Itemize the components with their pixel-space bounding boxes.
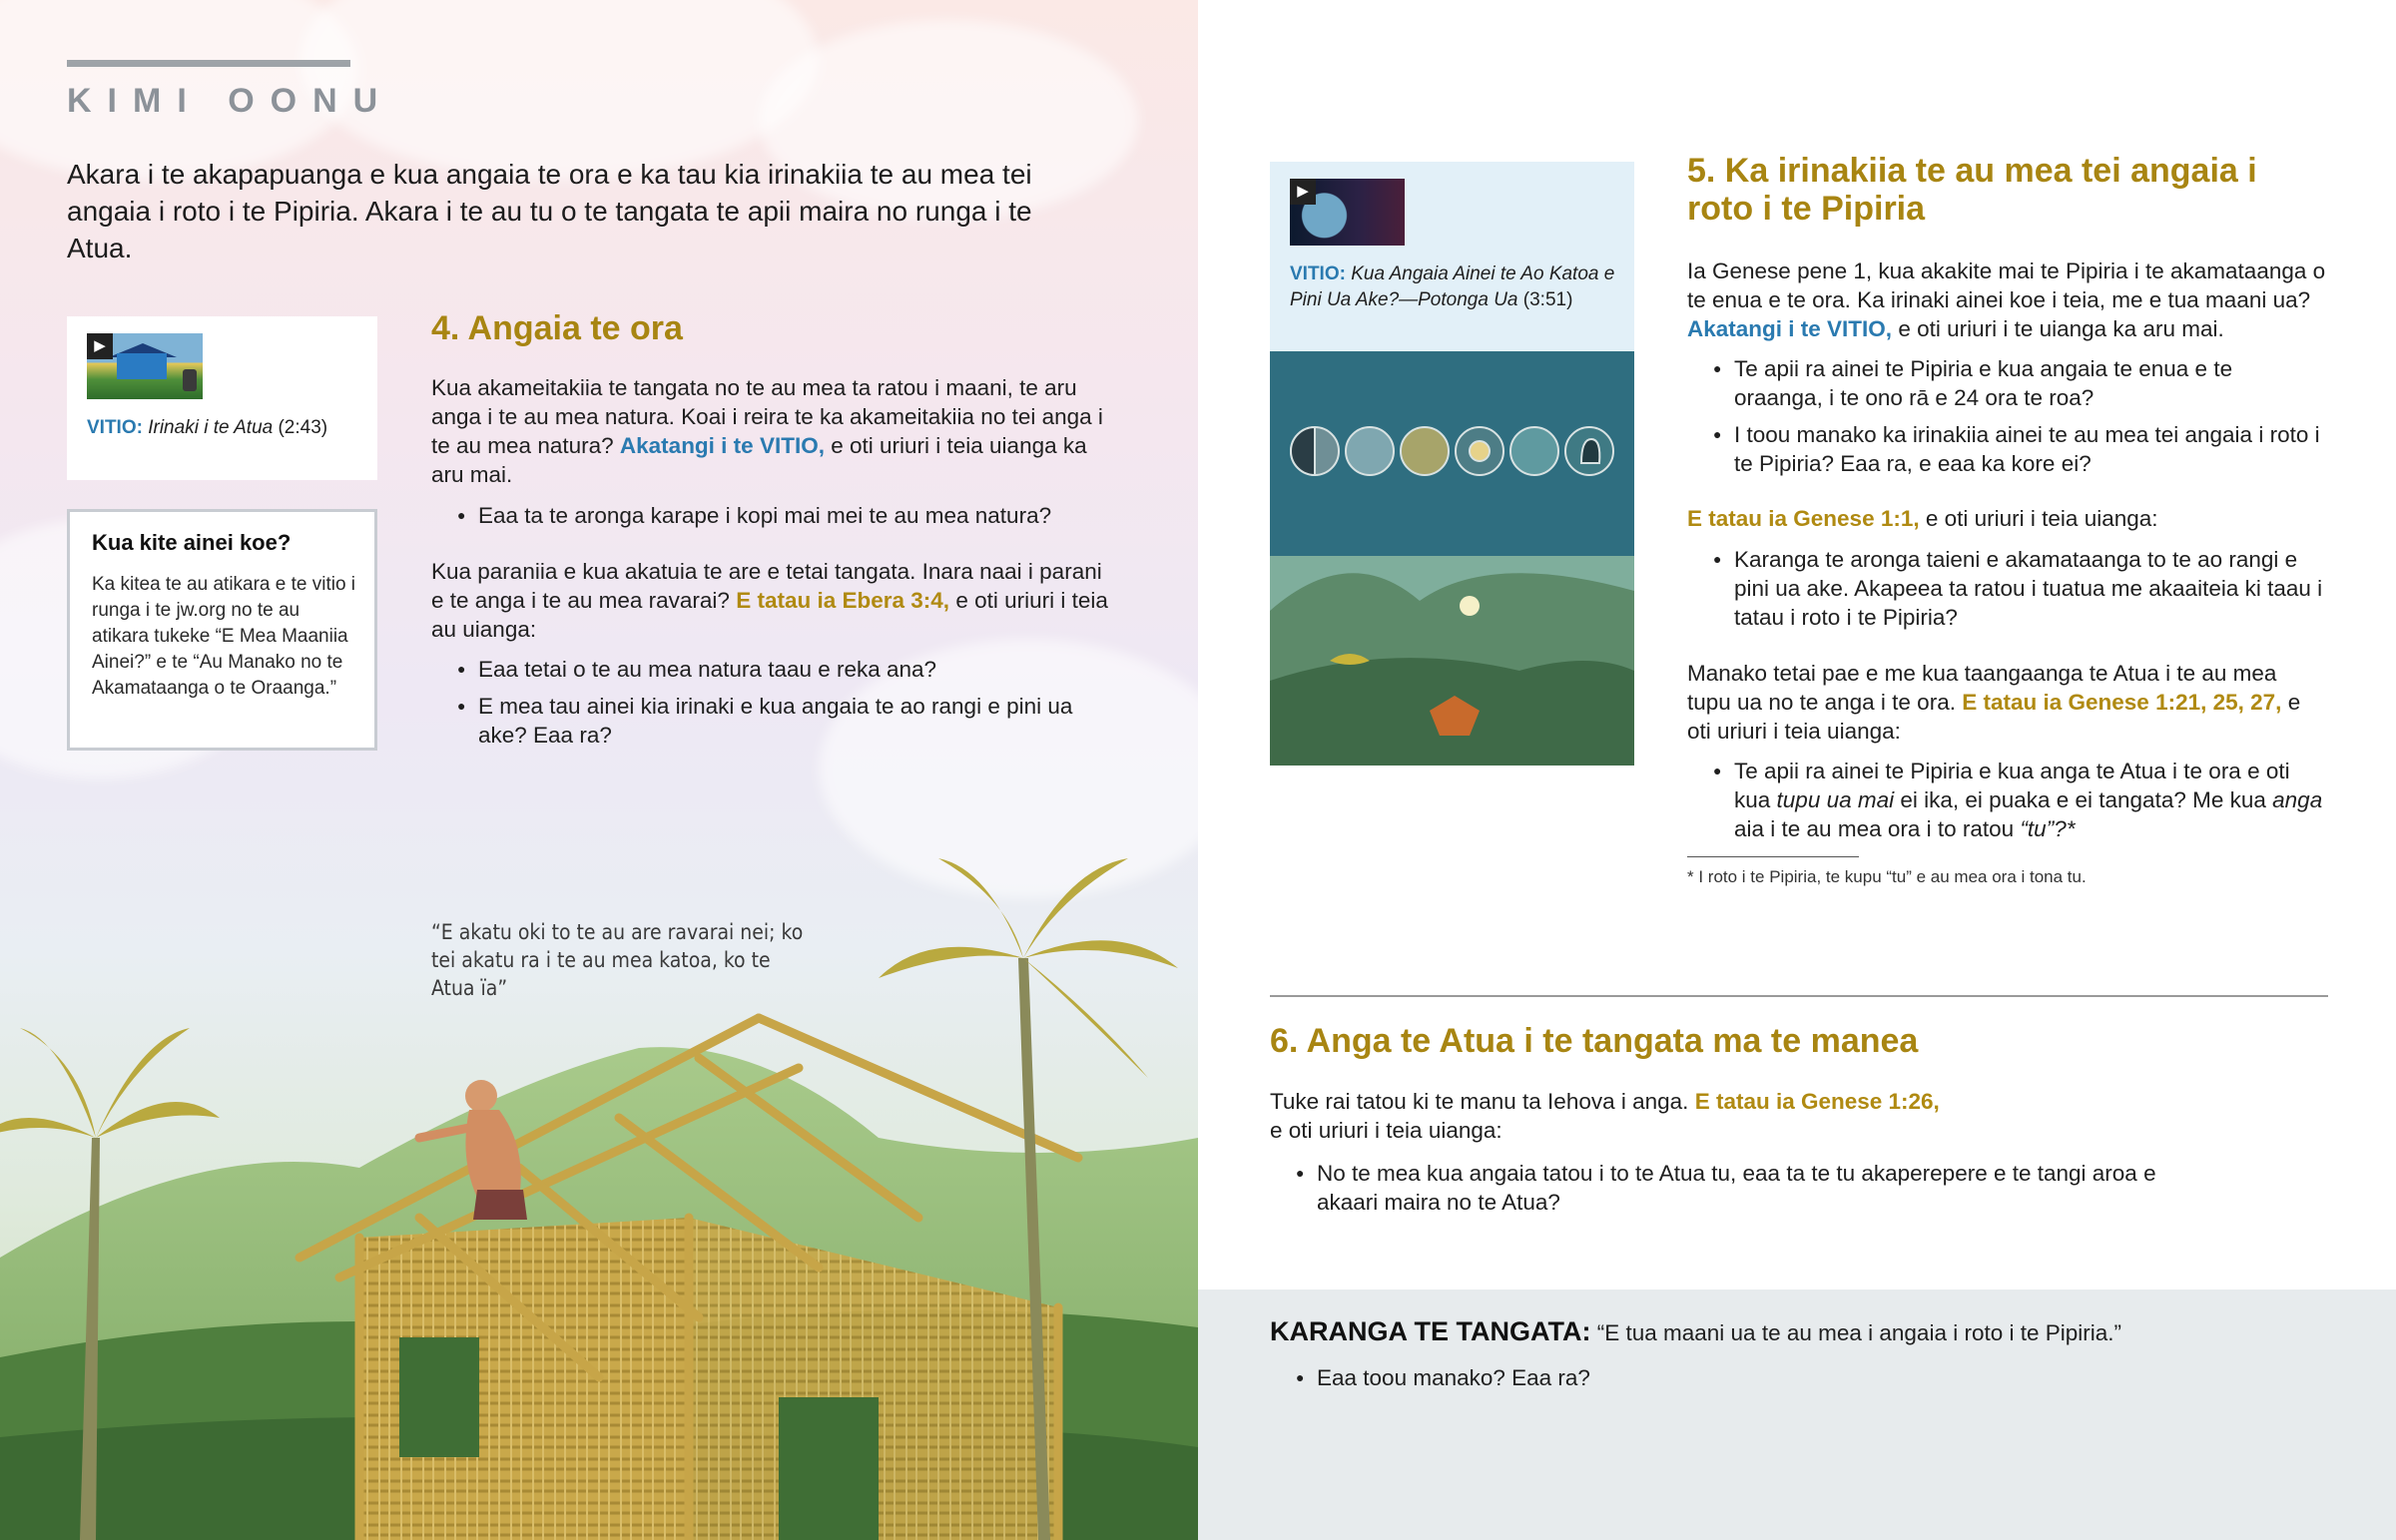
section-6-paragraph xyxy=(1270,1087,2268,1145)
question-item xyxy=(1687,757,2326,843)
footnote: * I roto i te Pipiria, te kupu “tu” e au mea ora i tona tu. xyxy=(1687,867,2087,886)
section-rule xyxy=(67,60,350,67)
section-label: KIMI OONU xyxy=(67,82,394,120)
section-4-paragraph-1 xyxy=(431,373,1120,489)
play-video-link[interactable]: Akatangi i te VITIO, xyxy=(619,433,825,458)
scripture-link[interactable]: E tatau ia Genese 1:1, xyxy=(1687,506,1920,531)
paragraph-tail: e oti uriuri i teia uianga: xyxy=(1270,1118,1502,1143)
section-5-questions-1 xyxy=(1687,354,2326,486)
section-5-questions-3 xyxy=(1687,757,2326,851)
scripture-link[interactable]: E tatau ia Genese 1:26, xyxy=(1694,1089,1940,1114)
question-emphasis: anga xyxy=(2272,787,2323,812)
question-item: ● Karanga te aronga taieni e akamataanga to te ao rangi e pini ua ake. Akapeea ta ratou i tuatua me akaaiteia ki taau i tatau i roto i te Pipiria? xyxy=(1687,545,2326,632)
video-duration: (3:51) xyxy=(1522,289,1573,310)
scripture-link[interactable]: E tatau ia Ebera 3:4, xyxy=(736,588,950,613)
section-4-paragraph-2 xyxy=(431,557,1120,644)
picture-caption-quote: “E akatu oki to te au are ravarai nei; ko tei akatu ra i te au mea katoa, ko te Atua ïa” xyxy=(431,920,804,1000)
question-item: ● Eaa ta te aronga karape i kopi mai mei te au mea natura? xyxy=(431,501,1120,530)
some-people-say xyxy=(1270,1315,2348,1349)
video-card[interactable] xyxy=(67,316,377,480)
question-emphasis: tupu ua mai xyxy=(1776,787,1895,812)
question-emphasis: “tu”?* xyxy=(2020,816,2076,841)
scripture-link[interactable]: E tatau ia Genese 1:21, 25, 27, xyxy=(1962,690,2282,715)
question-item: ● No te mea kua angaia tatou i to te Atua tu, eaa ta te tu akaperepere e te tangi aroa e akaari maira no te Atua? xyxy=(1270,1159,2168,1217)
house-building-illustration xyxy=(0,838,1198,1540)
paragraph-tail: e oti uriuri i teia uianga: xyxy=(1925,506,2158,531)
video-title[interactable]: Kua Angaia Ainei te Ao Katoa e Pini Ua Ake?—Potonga Ua xyxy=(1290,263,1615,310)
section-4-heading: 4. Angaia te ora xyxy=(431,309,683,347)
video-caption[interactable] xyxy=(87,416,366,440)
section-5-questions-2 xyxy=(1687,545,2326,640)
section-6-heading: 6. Anga te Atua i te tangata ma te manea xyxy=(1270,1022,1919,1060)
intro-text: Akara i te akapapuanga e kua angaia te ora e ka tau kia irinakiia te au mea tei angaia i roto i te Pipiria. Akara i te au tu o te tangata te apii maira no runga i te Atua. xyxy=(67,159,1032,263)
section-5-heading: 5. Ka irinakiia te au mea tei angaia i roto i te Pipiria xyxy=(1687,152,2257,228)
some-people-say-text: “E tua maani ua te au mea i angaia i roto i te Pipiria.” xyxy=(1596,1320,2122,1345)
section-4-questions-2 xyxy=(431,655,1120,758)
section-5-paragraph-2 xyxy=(1687,504,2326,533)
question-text: aia i te au mea ora i to ratou xyxy=(1734,816,2015,841)
footnote-rule xyxy=(1687,856,1859,857)
video-duration: (2:43) xyxy=(278,417,328,438)
house-graphic xyxy=(117,353,167,379)
video-thumbnail[interactable] xyxy=(87,333,203,399)
section-5-paragraph-3 xyxy=(1687,659,2326,746)
right-page xyxy=(1198,0,2396,1540)
paragraph-tail: e oti uriuri i teia uianga: xyxy=(1687,690,2301,744)
play-icon[interactable]: ▶ xyxy=(1290,179,1316,205)
creation-days-illustration xyxy=(1270,351,1634,766)
jar-graphic xyxy=(183,369,197,391)
paragraph-text: Ia Genese pene 1, kua akakite mai te Pipiria i te akamataanga o te enua e te ora. Ka irinaki ainei koe i teia, me e tua maani ua? xyxy=(1687,258,2326,312)
question-text: Te apii ra ainei te Pipiria e kua anga te Atua i te ora e oti kua xyxy=(1734,759,2290,812)
paragraph-tail: e oti uriuri i teia au uianga: xyxy=(431,588,1108,642)
question-item: ● Eaa tetai o te au mea natura taau e reka ana? xyxy=(431,655,1120,684)
question-item: ● Te apii ra ainei te Pipiria e kua angaia te enua e te oraanga, i te ono rā e 24 ora te roa? xyxy=(1687,354,2326,412)
sidebar-title: Kua kite ainei koe? xyxy=(92,530,292,555)
section-5-paragraph-1 xyxy=(1687,257,2326,343)
video-card[interactable] xyxy=(1270,162,1634,766)
did-you-know-box xyxy=(67,509,377,751)
section-6-questions xyxy=(1270,1159,2168,1225)
video-thumbnail[interactable] xyxy=(1290,179,1405,246)
some-people-say-question xyxy=(1270,1363,2168,1400)
video-title[interactable]: Irinaki i te Atua xyxy=(148,417,274,438)
video-caption[interactable] xyxy=(1290,261,1624,313)
question-item: ● Eaa toou manako? Eaa ra? xyxy=(1270,1363,2168,1392)
paragraph-tail: e oti uriuri i te uianga ka aru mai. xyxy=(1898,316,2224,341)
sidebar-body: Ka kitea te au atikara e te vitio i runga i te jw.org no te au atikara tukeke “E Mea Maaniia Ainei?” e te “Au Manako no te Akamataanga o te Oraanga.” xyxy=(92,574,356,699)
paragraph-text: Manako tetai pae e me kua taangaanga te Atua i te au mea tupu ua no te anga i te ora. xyxy=(1687,661,2277,715)
play-icon[interactable]: ▶ xyxy=(87,333,113,359)
question-item: ● E mea tau ainei kia irinaki e kua angaia te ao rangi e pini ua ake? Eaa ra? xyxy=(431,692,1120,750)
section-4-questions-1 xyxy=(431,501,1120,538)
section-divider xyxy=(1270,995,2328,997)
question-text: ei ika, ei puaka e ei tangata? Me kua xyxy=(1900,787,2266,812)
question-item: ● I toou manako ka irinakiia ainei te au mea tei angaia i roto i te Pipiria? Eaa ra, e eaa ka kore ei? xyxy=(1687,420,2326,478)
video-tag: VITIO: xyxy=(1290,263,1346,284)
paragraph-text: Kua akameitakiia te tangata no te au mea ta ratou i maani, te aru anga i te au mea natura. Koai i reira te ka akameitakiia no tei anga i te au mea natura? xyxy=(431,375,1103,458)
paragraph-tail: e oti uriuri i teia uianga ka aru mai. xyxy=(431,433,1087,487)
play-video-link[interactable]: Akatangi i te VITIO, xyxy=(1687,316,1893,341)
some-people-say-label: KARANGA TE TANGATA: xyxy=(1270,1316,1591,1346)
paragraph-text: Tuke rai tatou ki te manu ta Iehova i anga. xyxy=(1270,1089,1689,1114)
paragraph-text: Kua paraniia e kua akatuia te are e tetai tangata. Inara naai i parani e te anga i te au mea ravarai? xyxy=(431,559,1102,613)
video-tag: VITIO: xyxy=(87,417,143,438)
